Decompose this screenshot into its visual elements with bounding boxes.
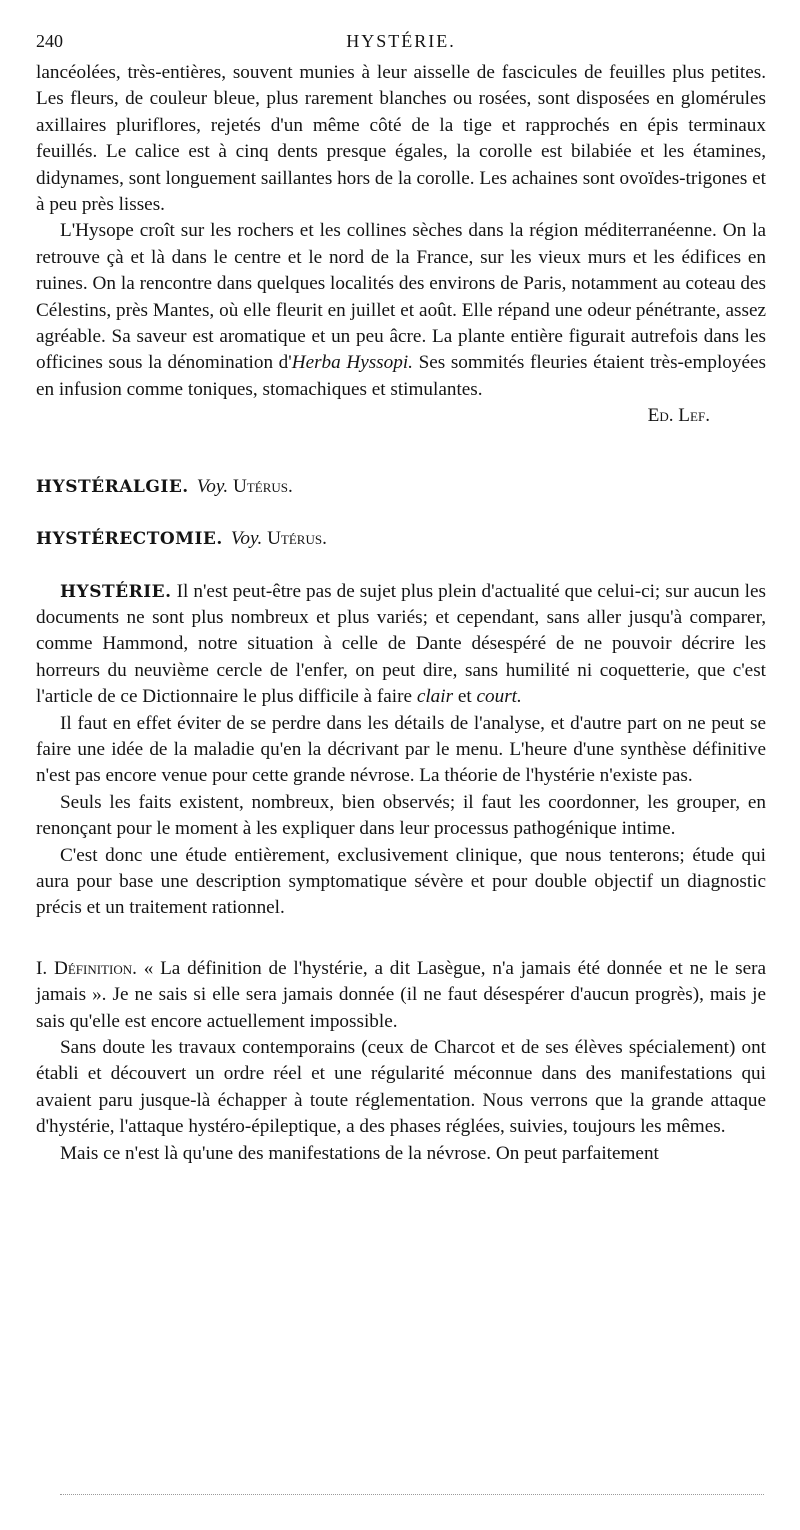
- paragraph-hysope-habitat: [36, 218, 766, 403]
- entry-term: HYSTÉRECTOMIE.: [36, 529, 223, 550]
- running-header: [36, 28, 766, 56]
- cross-reference-hysterectomie: [36, 526, 766, 552]
- text-run: et: [453, 686, 477, 708]
- article-hysterie-intro: [36, 579, 766, 711]
- emphasis: court.: [476, 686, 522, 708]
- voy-label: Voy.: [230, 528, 263, 550]
- author-signature: Ed. Lef.: [647, 405, 710, 427]
- paragraph: Mais ce n'est là qu'une des manifestations de la névrose. On peut parfaitement: [60, 1142, 659, 1164]
- paragraph: C'est donc une étude entièrement, exclusivement clinique, que nous tenterons; étude qui aura pour base une description symptomatique sévère et pour double objectif un diagnostic précis et un traitement rationnel.: [36, 844, 766, 919]
- section-label: I. Définition.: [36, 957, 137, 979]
- xref-target: Utérus.: [267, 528, 327, 550]
- paragraph-continuation: lancéolées, très-entières, souvent munies à leur aisselle de fascicules de feuilles plus petites. Les fleurs, de couleur bleue, plus rarement blanches ou rosées, sont disposées en glomérules axillaires pluriflores, rejetés d'un même côté de la tige et rapprochés en épis terminaux feuillés. Le calice est à cinq dents presque égales, la corolle est bilabiée et les étamines, didynames, sont longuement saillantes hors de la corolle. Les achaines sont ovoïdes-trigones et à peu près lisses.: [36, 62, 767, 216]
- footer-rule: [60, 1494, 764, 1495]
- text-run: « La définition de l'hystérie, a dit Lasègue, n'a jamais été donnée et ne le sera jamais ». Je ne sais si elle sera jamais donnée (il ne faut désespérer d'aucun progrès), mais je sais qu'elle est encore actuellement impossible.: [36, 957, 767, 1032]
- section-definition: [36, 956, 766, 1035]
- emphasis: clair: [416, 686, 454, 708]
- text-run: Ses sommités fleuries étaient très-employées en infusion comme toniques, stomachiques et stimulantes.: [36, 352, 766, 400]
- voy-label: Voy.: [196, 475, 229, 497]
- latin-name: Herba Hyssopi.: [291, 352, 413, 374]
- document-page: [36, 28, 766, 1167]
- paragraph: Sans doute les travaux contemporains (ceux de Charcot et de ses élèves spécialement) ont établi et découvert un ordre réel et une régularité méconnue dans des manifestations qui avaient paru jusque-là échapper à toute réglementation. Nous verrons que la grande attaque d'hystérie, l'attaque hystéro-épileptique, a des phases réglées, suivies, toujours les mêmes.: [36, 1037, 766, 1138]
- entry-term: HYSTÉRALGIE.: [36, 476, 189, 497]
- paragraph: Il faut en effet éviter de se perdre dans les détails de l'analyse, et d'autre part on ne peut se faire une idée de la maladie qu'en la décrivant par le menu. L'heure d'une synthèse définitive n'est pas encore venue pour cette grande névrose. La théorie de l'hystérie n'existe pas.: [36, 712, 766, 787]
- paragraph: Seuls les faits existent, nombreux, bien observés; il faut les coordonner, les grouper, en renonçant pour le moment à les expliquer dans leur processus pathogénique intime.: [36, 791, 766, 840]
- entry-term: HYSTÉRIE.: [60, 581, 172, 602]
- xref-target: Utérus.: [232, 475, 293, 497]
- page-number: 240: [36, 31, 63, 51]
- text-run: Il n'est peut-être pas de sujet plus plein d'actualité que celui-ci; sur aucun les documents ne sont plus nombreux et plus variés; et cependant, sans aller jusqu'à comparer, comme Hammond, notre situation à celle de Dante désespéré de ne pouvoir décrire les horreurs du neuvième cercle de l'enfer, on peut dire, sans humilité ni coquetterie, que c'est l'article de ce Dictionnaire le plus difficile à faire: [36, 580, 766, 708]
- running-title: HYSTÉRIE.: [346, 31, 456, 51]
- cross-reference-hysteralgie: [36, 474, 766, 500]
- text-run: L'Hysope croît sur les rochers et les collines sèches dans la région méditerranéenne. On la retrouve çà et là dans le centre et le nord de la France, sur les vieux murs et les édifices en ruines. On la rencontre dans quelques localités des environs de Paris, notamment au coteau des Célestins, près Mantes, où elle fleurit en juillet et août. Elle répand une odeur pénétrante, assez agréable. Sa saveur est aromatique et un peu âcre. La plante entière figurait autrefois dans les officines sous la dénomination d': [36, 220, 766, 374]
